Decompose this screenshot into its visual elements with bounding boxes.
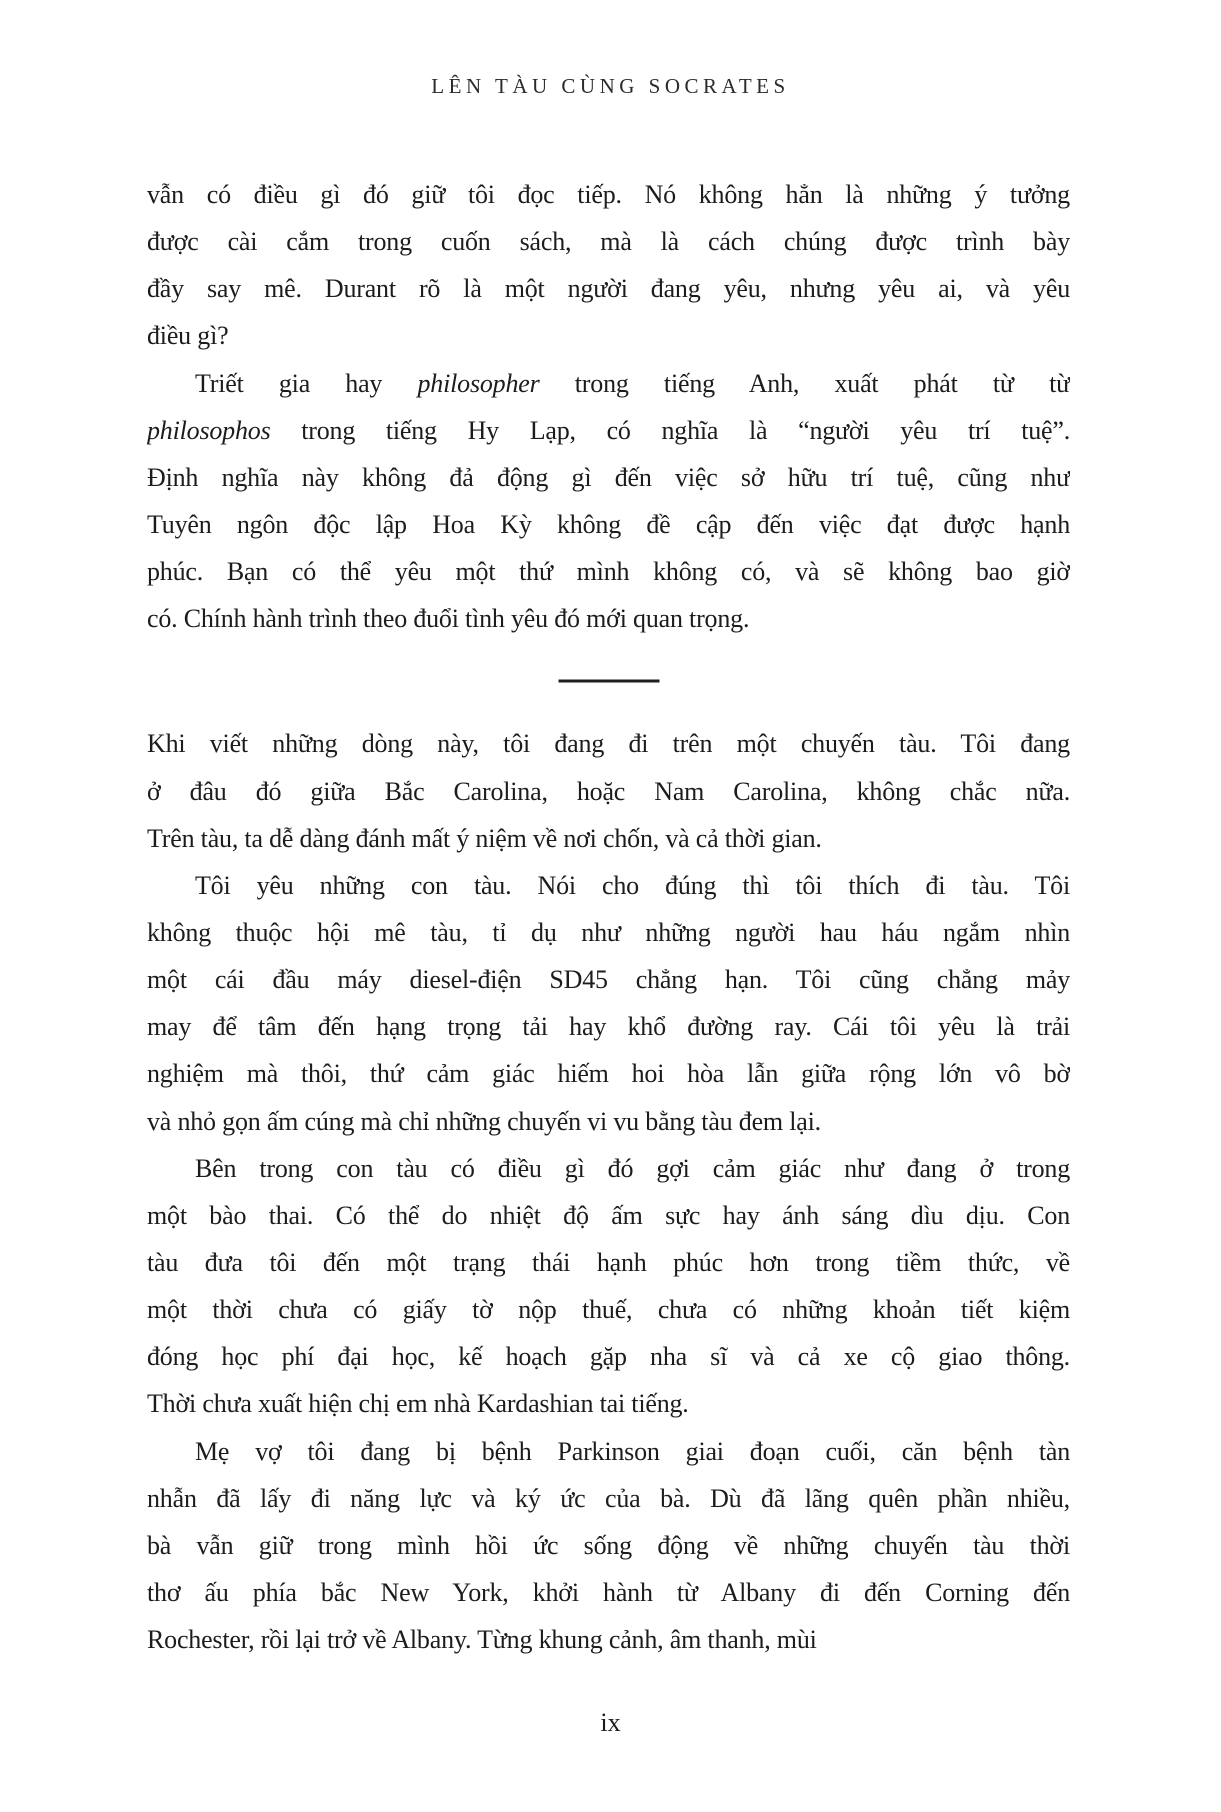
text-line: một cái đầu máy diesel-điện SD45 chẳng hạn. Tôi cũng chẳng mảy: [147, 965, 1070, 995]
text-line: một thời chưa có giấy tờ nộp thuế, chưa có những khoản tiết kiệm: [147, 1295, 1070, 1325]
text-line: được cài cắm trong cuốn sách, mà là cách chúng được trình bày: [147, 227, 1070, 257]
text-line: Rochester, rồi lại trở về Albany. Từng khung cảnh, âm thanh, mùi: [147, 1625, 817, 1655]
text-line: Mẹ vợ tôi đang bị bệnh Parkinson giai đoạn cuối, căn bệnh tàn: [195, 1436, 1070, 1466]
text-line: Triết gia hay philosopher trong tiếng Anh, xuất phát từ từ: [195, 368, 1070, 398]
text-line: tàu đưa tôi đến một trạng thái hạnh phúc hơn trong tiềm thức, về: [147, 1247, 1070, 1277]
text-line: bà vẫn giữ trong mình hồi ức sống động về những chuyến tàu thời: [147, 1530, 1070, 1560]
text-line: Thời chưa xuất hiện chị em nhà Kardashian tai tiếng.: [147, 1389, 689, 1419]
text-line: Bên trong con tàu có điều gì đó gợi cảm giác như đang ở trong: [195, 1153, 1070, 1183]
text-line: có. Chính hành trình theo đuổi tình yêu đó mới quan trọng.: [147, 604, 750, 634]
text-line: may để tâm đến hạng trọng tải hay khổ đường ray. Cái tôi yêu là trải: [147, 1012, 1070, 1042]
text-line: ở đâu đó giữa Bắc Carolina, hoặc Nam Carolina, không chắc nữa.: [147, 776, 1070, 806]
text-line: và nhỏ gọn ấm cúng mà chỉ những chuyến vi vu bằng tàu đem lại.: [147, 1106, 821, 1136]
body-text: [147, 171, 1070, 1663]
text-line: Khi viết những dòng này, tôi đang đi trên một chuyến tàu. Tôi đang: [147, 729, 1070, 759]
section-divider-line: [558, 680, 659, 683]
text-line: philosophos trong tiếng Hy Lạp, có nghĩa là “người yêu trí tuệ”.: [147, 415, 1070, 445]
text-line: thơ ấu phía bắc New York, khởi hành từ Albany đi đến Corning đến: [147, 1577, 1070, 1607]
text-line: Trên tàu, ta dễ dàng đánh mất ý niệm về nơi chốn, và cả thời gian.: [147, 823, 822, 853]
text-line: nghiệm mà thôi, thứ cảm giác hiếm hoi hòa lẫn giữa rộng lớn vô bờ: [147, 1059, 1070, 1089]
text-line: Tôi yêu những con tàu. Nói cho đúng thì tôi thích đi tàu. Tôi: [195, 870, 1070, 900]
section-divider: [147, 642, 1070, 720]
text-line: đầy say mê. Durant rõ là một người đang yêu, nhưng yêu ai, và yêu: [147, 274, 1070, 304]
text-line: đóng học phí đại học, kế hoạch gặp nha sĩ và cả xe cộ giao thông.: [147, 1342, 1070, 1372]
page-number: ix: [600, 1708, 621, 1737]
text-line: nhẫn đã lấy đi năng lực và ký ức của bà. Dù đã lãng quên phần nhiều,: [147, 1483, 1070, 1513]
text-line: điều gì?: [147, 321, 229, 351]
text-line: phúc. Bạn có thể yêu một thứ mình không có, và sẽ không bao giờ: [147, 557, 1070, 587]
text-line: một bào thai. Có thể do nhiệt độ ấm sực hay ánh sáng dìu dịu. Con: [147, 1200, 1070, 1230]
text-line: không thuộc hội mê tàu, tỉ dụ như những người hau háu ngắm nhìn: [147, 917, 1070, 947]
text-line: vẫn có điều gì đó giữ tôi đọc tiếp. Nó không hẳn là những ý tưởng: [147, 180, 1070, 209]
text-line: Định nghĩa này không đả động gì đến việc sở hữu trí tuệ, cũng như: [147, 462, 1070, 492]
running-header: LÊN TÀU CÙNG SOCRATES: [431, 74, 790, 98]
text-line: Tuyên ngôn độc lập Hoa Kỳ không đề cập đến việc đạt được hạnh: [147, 509, 1070, 539]
